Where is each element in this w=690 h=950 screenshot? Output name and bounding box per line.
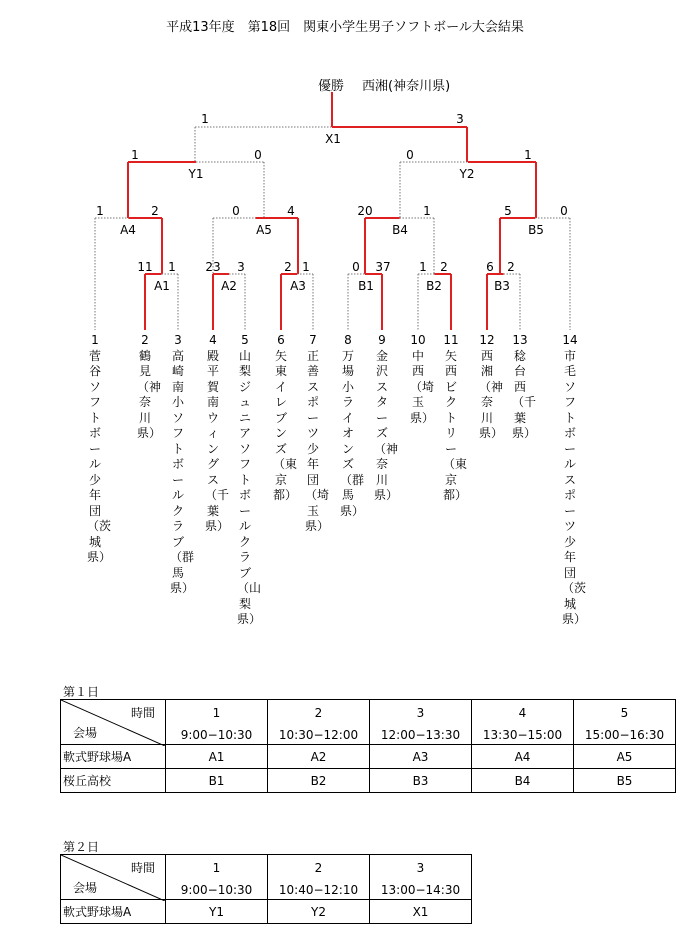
day2-header-time: 時間 bbox=[130, 861, 155, 875]
match-label: B4 bbox=[392, 223, 408, 237]
day2-header-corner bbox=[61, 855, 166, 900]
team-seed: 8 bbox=[344, 333, 352, 347]
match-score-left: 20 bbox=[357, 204, 373, 218]
team-name: 菅谷ソフトボール少年団（茨城県） bbox=[87, 348, 112, 564]
day2-header-venue: 会場 bbox=[73, 881, 98, 895]
team-name: 山梨ジュニアソフトボールクラブ（山梨県） bbox=[237, 348, 262, 626]
game-cell: Y2 bbox=[268, 900, 370, 924]
match-label: B3 bbox=[494, 279, 510, 293]
match-score-right: 1 bbox=[423, 204, 431, 218]
match-score-left: 1 bbox=[201, 112, 209, 126]
team-seed: 2 bbox=[141, 333, 149, 347]
match-label: X1 bbox=[325, 132, 341, 146]
match-score-right: 0 bbox=[560, 204, 568, 218]
day1-label: 第１日 bbox=[63, 685, 100, 699]
game-cell: B2 bbox=[268, 769, 370, 793]
match-label: A2 bbox=[221, 279, 237, 293]
team-entry bbox=[562, 333, 587, 628]
team-name: 殿平賀南ウィングス（千葉県） bbox=[205, 348, 230, 533]
day1-row-b bbox=[61, 769, 676, 793]
team-seed: 7 bbox=[309, 333, 317, 347]
game-cell: B4 bbox=[472, 769, 574, 793]
team-name: 万場小ライオンズ（群馬県） bbox=[340, 348, 365, 518]
match-score-left: 1 bbox=[131, 148, 139, 162]
match-score-left: 1 bbox=[419, 260, 427, 274]
day1-schedule-table bbox=[60, 699, 676, 793]
team-entry bbox=[205, 333, 230, 535]
team-name: 正善スポーツ少年団（埼玉県） bbox=[305, 348, 330, 533]
day1-row-a bbox=[61, 745, 676, 769]
match-label: B1 bbox=[358, 279, 374, 293]
day1-header-venue: 会場 bbox=[73, 726, 98, 740]
game-cell: B3 bbox=[370, 769, 472, 793]
venue-cell: 桜丘高校 bbox=[61, 769, 166, 793]
team-seed: 9 bbox=[378, 333, 386, 347]
team-seed: 10 bbox=[410, 333, 426, 347]
match-score-left: 0 bbox=[352, 260, 360, 274]
game-cell: A2 bbox=[268, 745, 370, 769]
team-entry bbox=[305, 333, 330, 535]
match-score-right: 3 bbox=[237, 260, 245, 274]
day1-slot-5: 5 15:00−16:30 bbox=[574, 700, 676, 745]
team-name: 鶴見（神奈川県） bbox=[137, 348, 162, 440]
team-entry bbox=[87, 333, 112, 566]
day1-header-row bbox=[61, 700, 676, 745]
match-score-right: 0 bbox=[254, 148, 262, 162]
match-score-left: 1 bbox=[96, 204, 104, 218]
day2-label: 第２日 bbox=[63, 840, 100, 854]
match-label: A1 bbox=[154, 279, 170, 293]
match-score-right: 1 bbox=[168, 260, 176, 274]
day1-slot-1: 1 9:00−10:30 bbox=[166, 700, 268, 745]
team-entry bbox=[443, 333, 468, 504]
champion-winner: 西湘(神奈川県) bbox=[362, 79, 451, 94]
team-name: 中西（埼玉県） bbox=[410, 348, 435, 425]
day2-slot-3: 3 13:00−14:30 bbox=[370, 855, 472, 900]
team-seed: 12 bbox=[479, 333, 495, 347]
team-name: 金沢スターズ（神奈川県） bbox=[374, 348, 399, 502]
team-seed: 4 bbox=[209, 333, 217, 347]
venue-cell: 軟式野球場A bbox=[61, 900, 166, 924]
match-score-left: 6 bbox=[486, 260, 494, 274]
match-score-right: 37 bbox=[375, 260, 391, 274]
team-seed: 13 bbox=[512, 333, 528, 347]
team-entry bbox=[410, 333, 435, 426]
day2-row-a bbox=[61, 900, 472, 924]
game-cell: A4 bbox=[472, 745, 574, 769]
day1-slot-4: 4 13:30−15:00 bbox=[472, 700, 574, 745]
game-cell: A1 bbox=[166, 745, 268, 769]
game-cell: Y1 bbox=[166, 900, 268, 924]
match-score-left: 5 bbox=[504, 204, 512, 218]
team-name: 矢西ビクトリー（東京都） bbox=[443, 348, 468, 502]
match-score-right: 2 bbox=[440, 260, 448, 274]
team-seed: 1 bbox=[91, 333, 99, 347]
team-entry bbox=[374, 333, 399, 504]
team-name: 矢東イレブンズ（東京都） bbox=[273, 348, 298, 502]
team-entry bbox=[137, 333, 162, 442]
team-seed: 5 bbox=[241, 333, 249, 347]
match-score-left: 2 bbox=[284, 260, 292, 274]
page-title: 平成13年度 第18回 関東小学生男子ソフトボール大会結果 bbox=[166, 20, 524, 35]
match-score-right: 2 bbox=[507, 260, 515, 274]
match-score-left: 0 bbox=[406, 148, 414, 162]
game-cell: A5 bbox=[574, 745, 676, 769]
day1-header-corner bbox=[61, 700, 166, 745]
team-entry bbox=[479, 333, 504, 442]
match-label: Y1 bbox=[188, 167, 204, 181]
match-score-right: 2 bbox=[151, 204, 159, 218]
match-label: B2 bbox=[426, 279, 442, 293]
match-label: A4 bbox=[120, 223, 136, 237]
match-score-left: 0 bbox=[232, 204, 240, 218]
day2-slot-1: 1 9:00−10:30 bbox=[166, 855, 268, 900]
team-name: 市毛ソフトボールスポーツ少年団（茨城県） bbox=[562, 348, 587, 626]
match-score-right: 3 bbox=[456, 112, 464, 126]
game-cell: B5 bbox=[574, 769, 676, 793]
champion-label: 優勝 bbox=[318, 79, 345, 94]
team-seed: 11 bbox=[443, 333, 459, 347]
team-name: 稔台西（千葉県） bbox=[512, 348, 537, 440]
team-name: 西湘（神奈川県） bbox=[479, 348, 504, 440]
team-name: 高崎南小ソフトボールクラブ（群馬県） bbox=[170, 348, 195, 595]
match-score-right: 4 bbox=[287, 204, 295, 218]
team-seed: 3 bbox=[174, 333, 182, 347]
venue-cell: 軟式野球場A bbox=[61, 745, 166, 769]
team-entry bbox=[170, 333, 195, 597]
team-entry bbox=[512, 333, 537, 442]
match-score-left: 23 bbox=[205, 260, 221, 274]
team-entry bbox=[237, 333, 262, 628]
game-cell: A3 bbox=[370, 745, 472, 769]
match-label: Y2 bbox=[459, 167, 475, 181]
match-score-left: 11 bbox=[137, 260, 153, 274]
match-label: B5 bbox=[528, 223, 544, 237]
team-entry bbox=[340, 333, 365, 519]
game-cell: X1 bbox=[370, 900, 472, 924]
match-score-right: 1 bbox=[302, 260, 310, 274]
team-seed: 6 bbox=[277, 333, 285, 347]
day2-slot-2: 2 10:40−12:10 bbox=[268, 855, 370, 900]
match-label: A3 bbox=[290, 279, 306, 293]
match-label: A5 bbox=[256, 223, 272, 237]
day1-slot-2: 2 10:30−12:00 bbox=[268, 700, 370, 745]
team-seed: 14 bbox=[562, 333, 578, 347]
day1-slot-3: 3 12:00−13:30 bbox=[370, 700, 472, 745]
day2-header-row bbox=[61, 855, 472, 900]
game-cell: B1 bbox=[166, 769, 268, 793]
day1-header-time: 時間 bbox=[130, 706, 155, 720]
day2-schedule-table bbox=[60, 854, 472, 924]
match-score-right: 1 bbox=[524, 148, 532, 162]
team-entry bbox=[273, 333, 298, 504]
